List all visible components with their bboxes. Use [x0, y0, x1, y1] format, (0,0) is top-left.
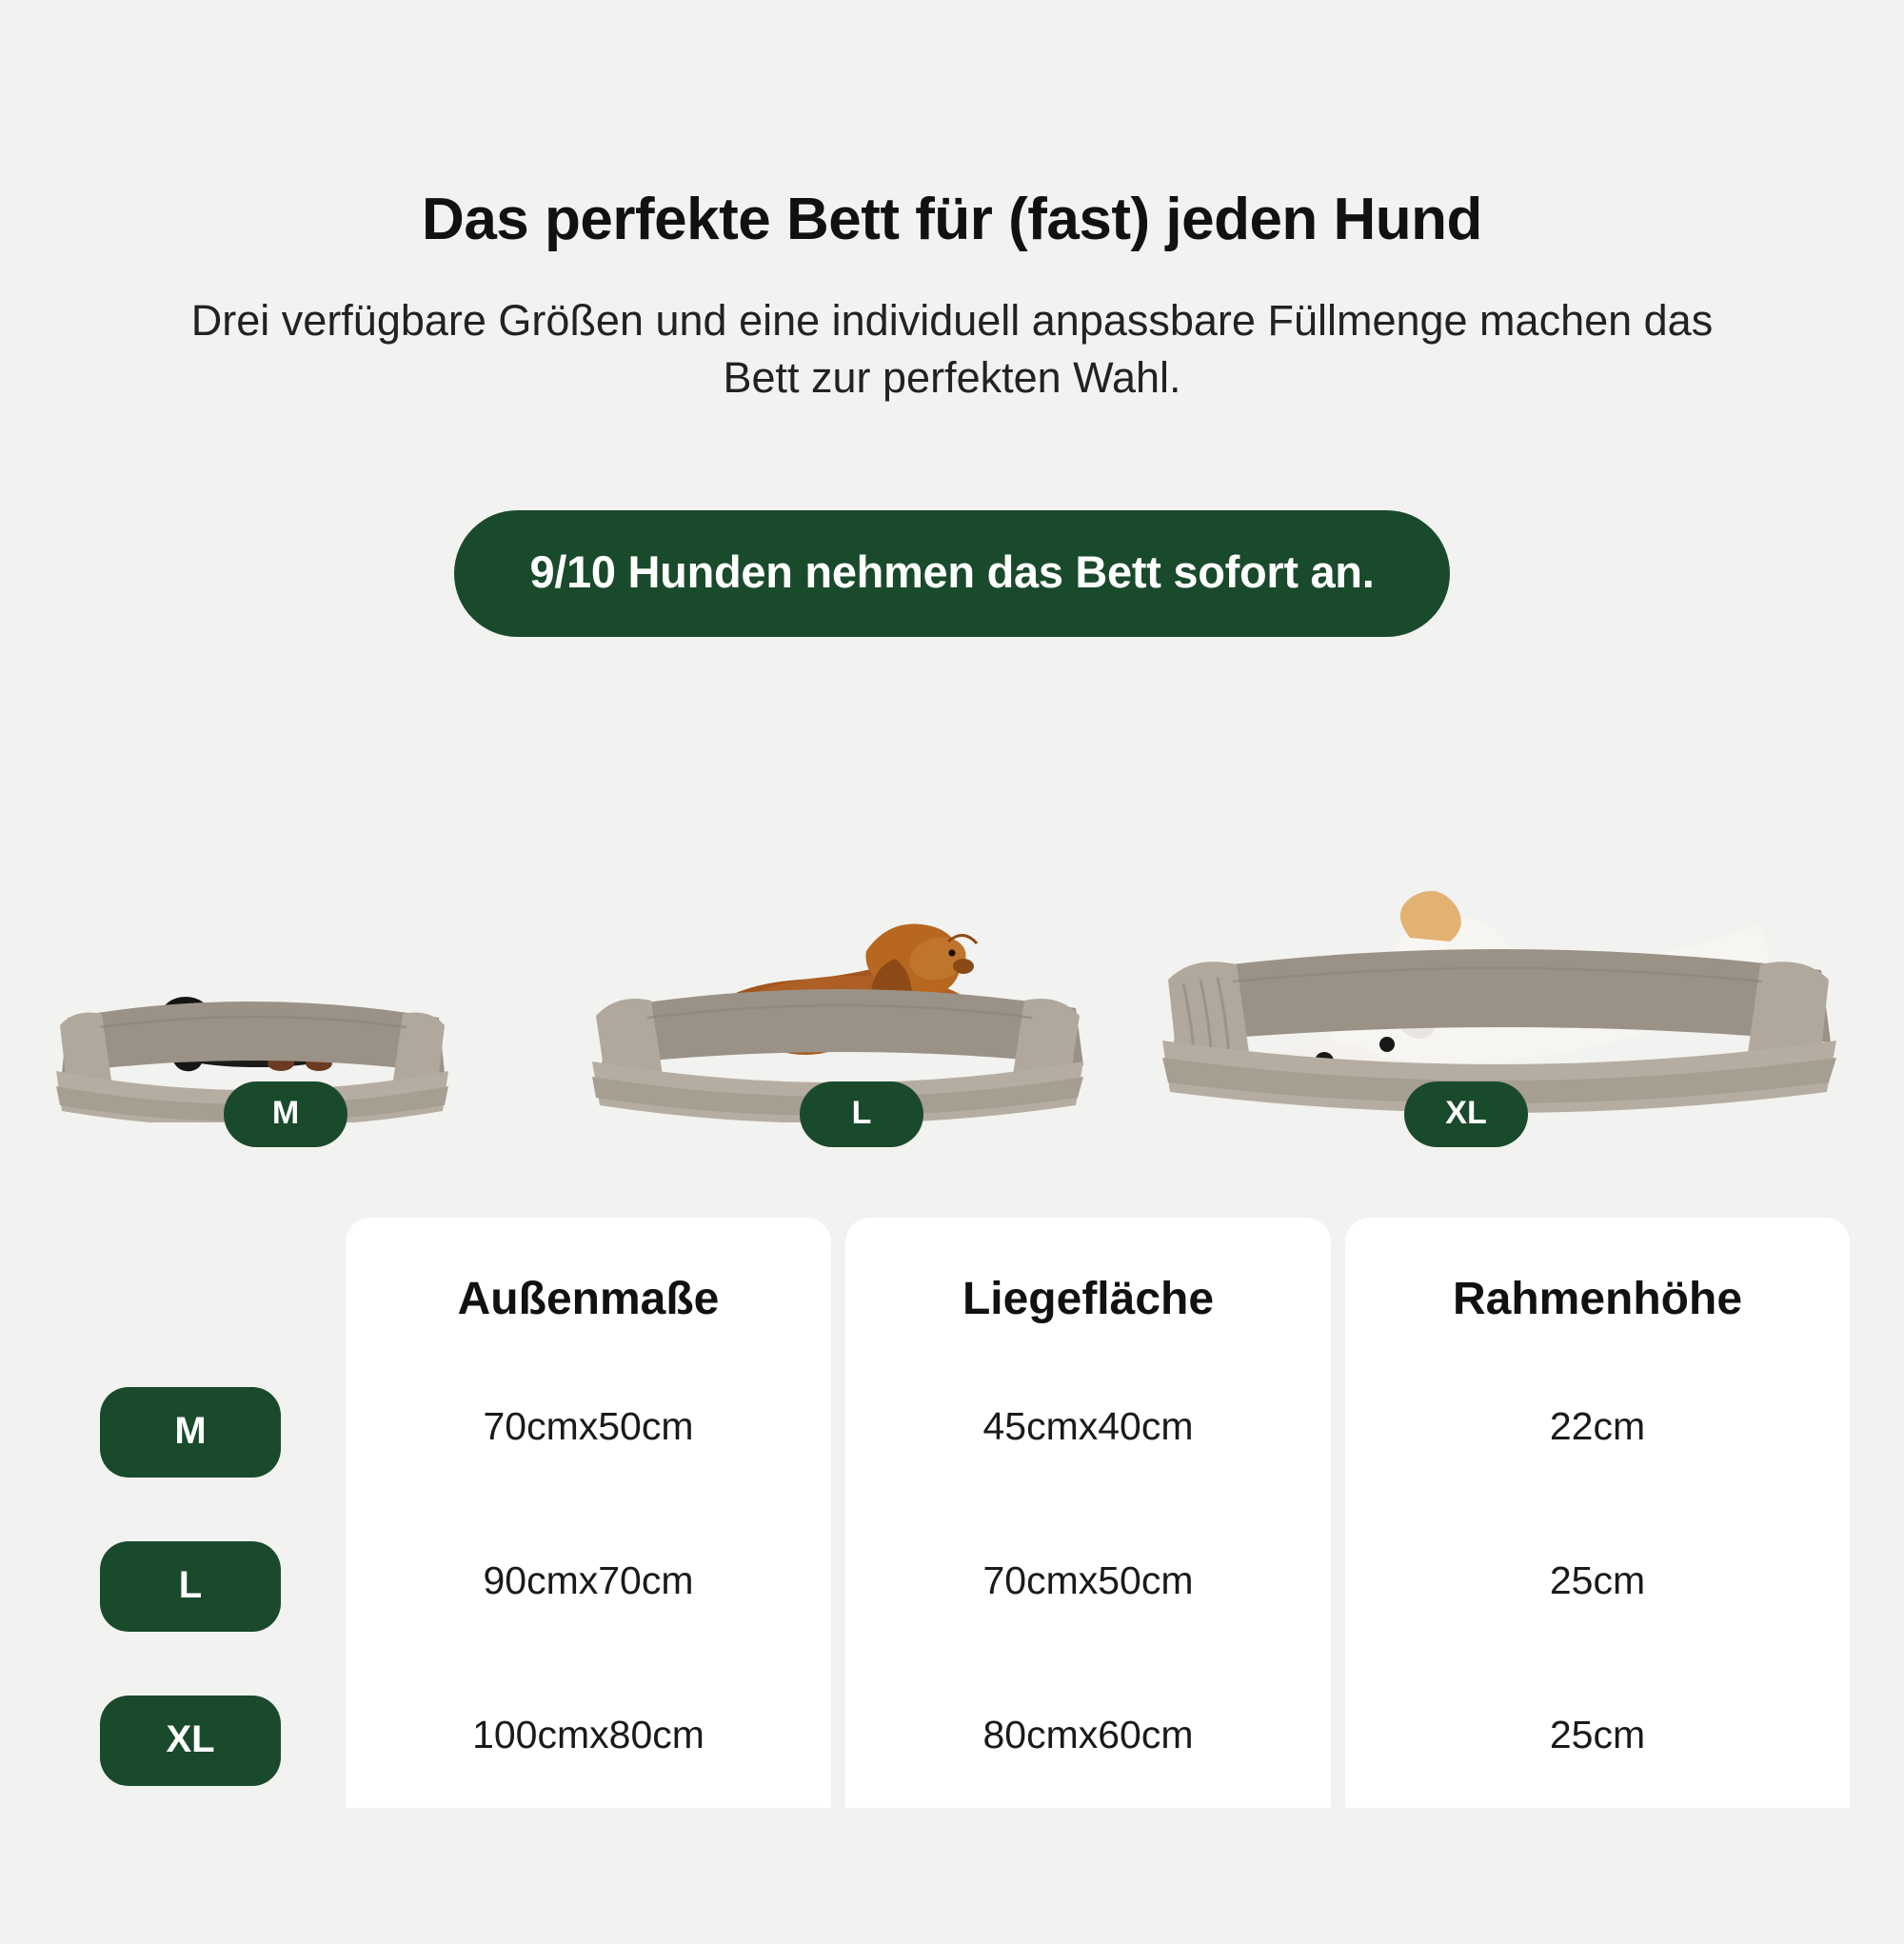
cell-l-rahmenhoehe: 25cm: [1549, 1558, 1646, 1603]
bed-size-xl: [1138, 846, 1861, 1132]
row-label-l: L: [100, 1541, 281, 1632]
size-tag-l: L: [800, 1081, 923, 1147]
cell-m-liegeflaeche: 45cmx40cm: [982, 1404, 1194, 1449]
size-tag-m: M: [224, 1081, 347, 1147]
cell-m-aussenmasse: 70cmx50cm: [483, 1404, 694, 1449]
acceptance-banner: 9/10 Hunden nehmen das Bett sofort an.: [454, 510, 1451, 637]
cell-xl-rahmenhoehe: 25cm: [1549, 1713, 1646, 1757]
bed-size-l: [571, 875, 1104, 1132]
page-subtitle: Drei verfügbare Größen und eine individuell anpassbare Füllmenge machen das Bett zur perfekten Wahl.: [190, 295, 1714, 403]
column-header-liegeflaeche: Liegefläche: [962, 1274, 1215, 1325]
bed-size-m: [43, 903, 462, 1132]
highlight-banner-wrapper: [0, 510, 1904, 637]
bed-size-comparison: [0, 723, 1904, 1132]
cell-l-aussenmasse: 90cmx70cm: [483, 1558, 694, 1603]
column-header-aussenmasse: Außenmaße: [457, 1274, 720, 1325]
cell-l-liegeflaeche: 70cmx50cm: [982, 1558, 1194, 1603]
row-label-m: M: [100, 1387, 281, 1478]
cell-xl-aussenmasse: 100cmx80cm: [472, 1713, 704, 1757]
specs-table: [0, 1218, 1904, 1808]
cell-m-rahmenhoehe: 22cm: [1549, 1404, 1646, 1449]
size-tag-xl: XL: [1404, 1081, 1528, 1147]
product-size-infographic: [0, 40, 1904, 1944]
cell-xl-liegeflaeche: 80cmx60cm: [982, 1713, 1194, 1757]
row-label-xl: XL: [100, 1696, 281, 1786]
column-header-rahmenhoehe: Rahmenhöhe: [1452, 1274, 1743, 1325]
page-title: Das perfekte Bett für (fast) jeden Hund: [422, 186, 1482, 252]
